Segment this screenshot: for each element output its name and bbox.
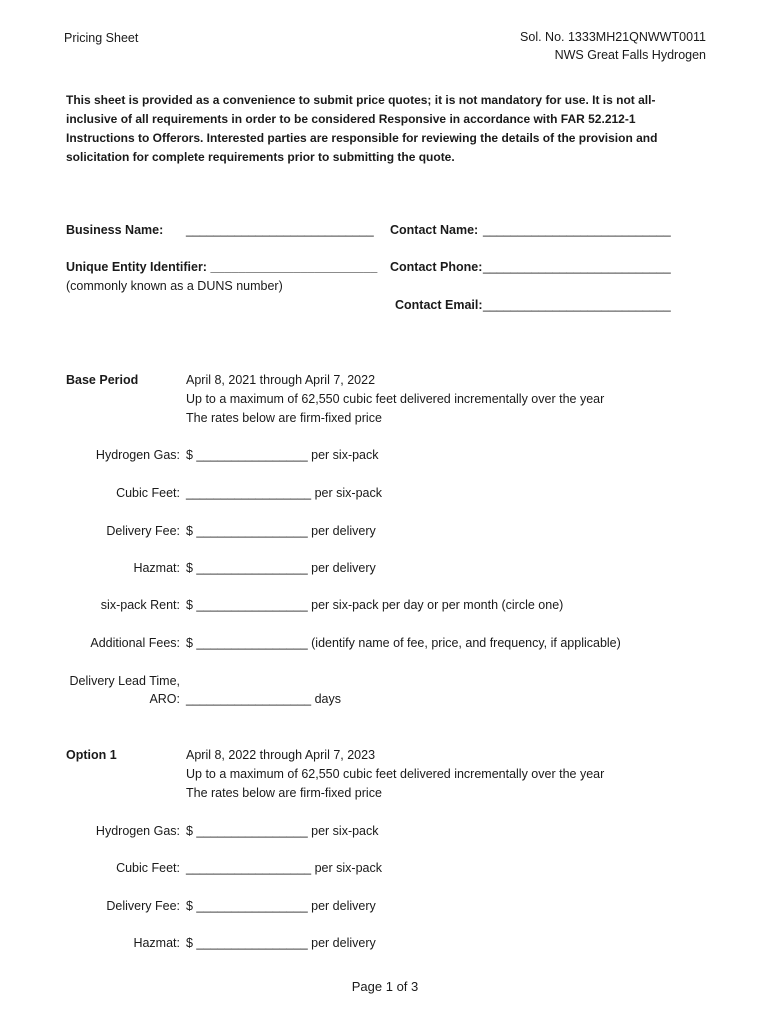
base-additional-fees-label: Additional Fees: xyxy=(90,636,180,650)
base-hydrogen-gas-label: Hydrogen Gas: xyxy=(95,448,180,462)
base-lead-time-label: Delivery Lead Time, xyxy=(69,674,180,688)
base-delivery-fee-label: Delivery Fee: xyxy=(106,524,180,538)
option-1-title: Option 1 xyxy=(66,748,117,762)
opt1-cubic-feet-label: Cubic Feet: xyxy=(116,861,180,875)
opt1-delivery-fee-field[interactable]: $ ________________ per delivery xyxy=(186,899,376,913)
base-period-title: Base Period xyxy=(66,373,139,387)
base-hazmat-label: Hazmat: xyxy=(133,561,180,575)
base-period-max: Up to a maximum of 62,550 cubic feet delivered incrementally over the year xyxy=(186,392,605,406)
opt1-hazmat-label: Hazmat: xyxy=(133,936,180,950)
option-1-max: Up to a maximum of 62,550 cubic feet delivered incrementally over the year xyxy=(186,767,605,781)
base-delivery-fee-field[interactable]: $ ________________ per delivery xyxy=(186,524,376,538)
option-1-rates-note: The rates below are firm-fixed price xyxy=(186,786,382,800)
solicitation-number: Sol. No. 1333MH21QNWWT0011 xyxy=(520,30,706,44)
opt1-hydrogen-gas-label: Hydrogen Gas: xyxy=(95,824,180,838)
base-hazmat-field[interactable]: $ ________________ per delivery xyxy=(186,561,376,575)
page-number: Page 1 of 3 xyxy=(351,979,419,994)
base-additional-fees-field[interactable]: $ ________________ (identify name of fee, price, and frequency, if applicable) xyxy=(186,636,621,650)
base-lead-time-field[interactable]: __________________ days xyxy=(186,692,342,706)
option-1-dates: April 8, 2022 through April 7, 2023 xyxy=(186,748,376,762)
contact-email-label: Contact Email: xyxy=(395,298,483,312)
uei-note: (commonly known as a DUNS number) xyxy=(66,279,283,293)
opt1-delivery-fee-label: Delivery Fee: xyxy=(106,899,180,913)
contact-email-field[interactable]: ___________________________ xyxy=(483,298,671,312)
base-six-pack-rent-label: six-pack Rent: xyxy=(100,598,180,612)
project-name: NWS Great Falls Hydrogen xyxy=(554,48,706,62)
contact-phone-field[interactable]: ___________________________ xyxy=(483,260,671,274)
base-cubic-feet-field[interactable]: __________________ per six-pack xyxy=(186,486,382,500)
business-name-field[interactable]: ___________________________ xyxy=(186,223,374,237)
intro-paragraph: This sheet is provided as a convenience to submit price quotes; it is not mandatory for use. It is not all-inclusive of all requirements in order to be considered Responsive in accordance with FAR 52.212-1 Instructions to Offerors. Interested parties are responsible for reviewing the details of the provision and solicitation for complete requirements prior to submitting the quote. xyxy=(66,93,658,164)
base-period-rates-note: The rates below are firm-fixed price xyxy=(186,411,382,425)
contact-name-field[interactable]: ___________________________ xyxy=(483,223,671,237)
opt1-hazmat-field[interactable]: $ ________________ per delivery xyxy=(186,936,376,950)
uei-label[interactable]: Unique Entity Identifier: ________________________ xyxy=(66,260,378,274)
base-period-dates: April 8, 2021 through April 7, 2022 xyxy=(186,373,376,387)
header-title: Pricing Sheet xyxy=(64,31,139,45)
opt1-hydrogen-gas-field[interactable]: $ ________________ per six-pack xyxy=(186,824,379,838)
opt1-cubic-feet-field[interactable]: __________________ per six-pack xyxy=(186,861,382,875)
base-lead-time-aro-label: ARO: xyxy=(149,692,180,706)
base-cubic-feet-label: Cubic Feet: xyxy=(116,486,180,500)
base-six-pack-rent-field[interactable]: $ ________________ per six-pack per day or per month (circle one) xyxy=(186,598,564,612)
contact-name-label: Contact Name: xyxy=(390,223,479,237)
contact-phone-label: Contact Phone: xyxy=(390,260,483,274)
base-hydrogen-gas-field[interactable]: $ ________________ per six-pack xyxy=(186,448,379,462)
business-name-label: Business Name: xyxy=(66,223,164,237)
